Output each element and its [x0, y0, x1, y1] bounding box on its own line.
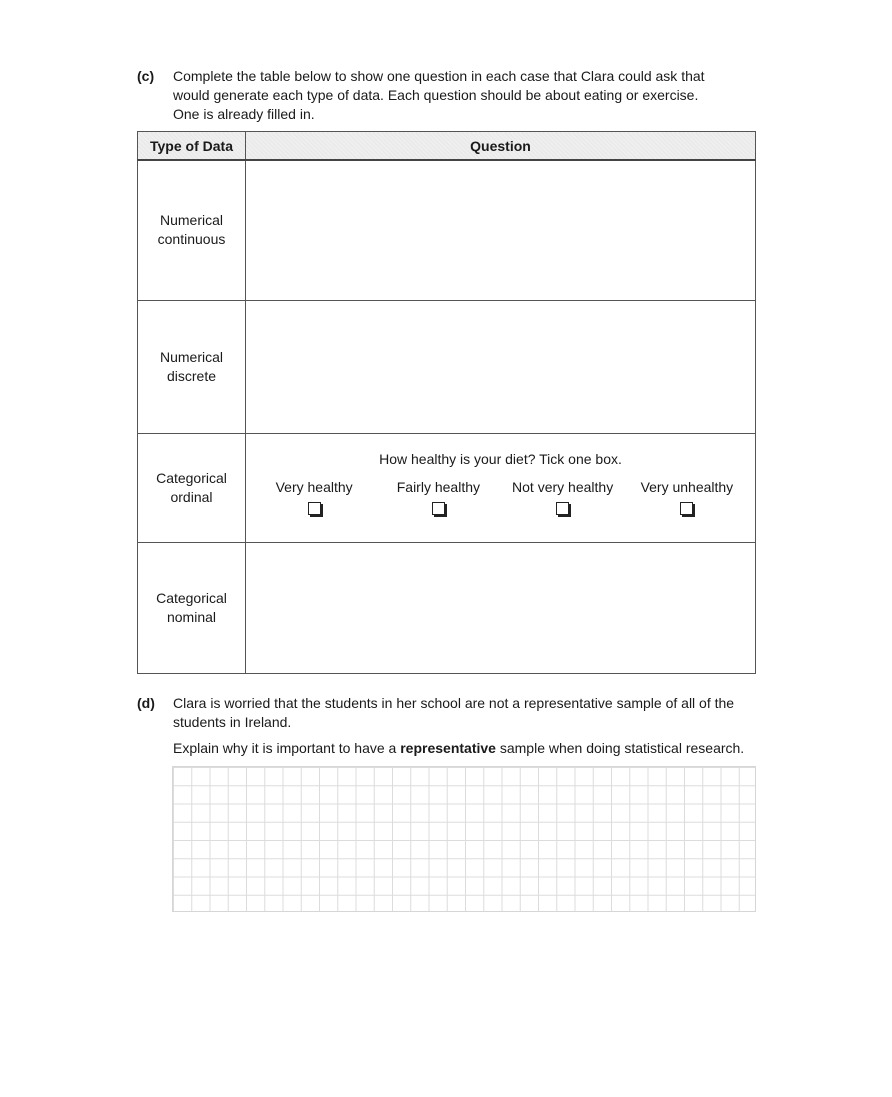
checkbox-icon[interactable]: [680, 502, 693, 515]
option-label: Very unhealthy: [640, 478, 734, 495]
part-c-text: [173, 67, 733, 124]
type-cell-categorical-ordinal: [138, 433, 246, 542]
option-label: Fairly healthy: [396, 478, 480, 495]
type-cell-numerical-continuous: [138, 160, 246, 300]
checkbox-icon[interactable]: [432, 502, 445, 515]
type-label-line2: continuous: [157, 231, 226, 248]
type-label-line2: ordinal: [170, 488, 213, 505]
table-header-row: [138, 132, 756, 161]
part-d-line2-end: sample when doing statistical research.: [495, 740, 745, 756]
type-label-line1: Numerical: [159, 348, 223, 365]
header-question: Question: [246, 132, 756, 161]
type-label-line2: discrete: [166, 367, 217, 384]
option-not-very-healthy: [501, 479, 625, 515]
part-c-note: One is already filled in.: [173, 106, 315, 122]
answer-cell-numerical-continuous[interactable]: [246, 160, 756, 300]
part-c-intro: Complete the table below to show one question in each case that Clara could ask that would generate each type of data. Each question should be about eating or exercise.: [173, 68, 705, 103]
type-cell-numerical-discrete: [138, 300, 246, 433]
table-row: [138, 160, 756, 300]
ordinal-options: [246, 479, 755, 515]
ordinal-question-text: How healthy is your diet? Tick one box.: [379, 450, 622, 467]
part-d-line2-start: Explain why it is important to have a: [173, 740, 401, 756]
type-label-line1: Categorical: [156, 589, 227, 606]
checkbox-icon[interactable]: [308, 502, 321, 515]
option-label: Not very healthy: [512, 478, 614, 495]
part-d-label: (d): [137, 695, 155, 711]
table-row: [138, 300, 756, 433]
representative-emphasis: representative: [400, 740, 496, 756]
answer-cell-categorical-nominal[interactable]: [246, 542, 756, 673]
answer-grid[interactable]: [172, 766, 756, 912]
part-d-line1: Clara is worried that the students in her school are not a representative sample of all of the students in Ireland.: [173, 695, 735, 730]
type-label-line1: Categorical: [156, 469, 227, 486]
table-row: [138, 542, 756, 673]
option-very-unhealthy: [625, 479, 749, 515]
option-fairly-healthy: [376, 479, 500, 515]
option-very-healthy: [252, 479, 376, 515]
data-type-table: [137, 131, 756, 674]
option-label: Very healthy: [275, 478, 353, 495]
type-cell-categorical-nominal: [138, 542, 246, 673]
part-d-text: [173, 694, 758, 758]
type-label-line2: nominal: [166, 608, 217, 625]
header-type-of-data: Type of Data: [138, 132, 246, 161]
part-d-line2: [173, 739, 758, 758]
answer-cell-numerical-discrete[interactable]: [246, 300, 756, 433]
checkbox-icon[interactable]: [556, 502, 569, 515]
table-row: [138, 433, 756, 542]
ordinal-question-cell: [246, 433, 756, 542]
type-label-line1: Numerical: [159, 212, 223, 229]
part-c-label: (c): [137, 68, 155, 84]
